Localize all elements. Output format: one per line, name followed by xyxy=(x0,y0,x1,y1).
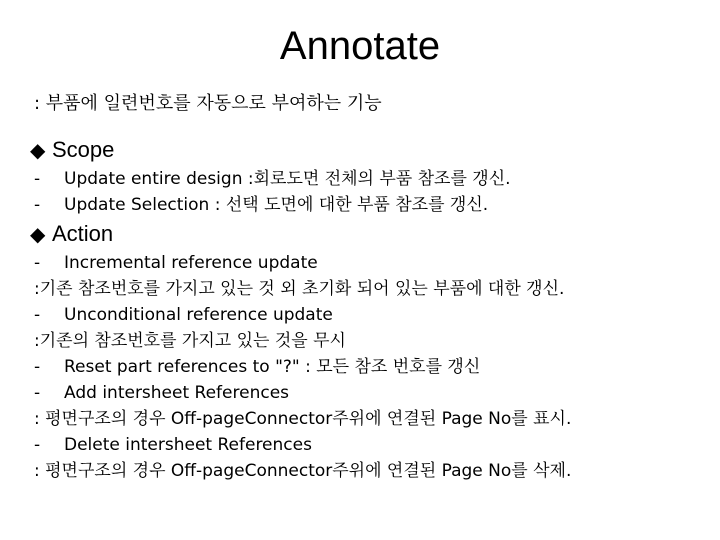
list-item-text: Delete intersheet References xyxy=(64,435,312,455)
list-item-text: : 평면구조의 경우 Off-pageConnector주위에 연결된 Page No를 표시. xyxy=(34,409,572,429)
list-item-continuation xyxy=(34,461,571,481)
list-item-text: :기존의 참조번호를 가지고 있는 것을 무시 xyxy=(34,331,346,351)
list-item xyxy=(34,383,289,403)
list-item-continuation xyxy=(34,279,564,299)
list-item-continuation xyxy=(34,409,571,429)
list-item-text: :기존 참조번호를 가지고 있는 것 외 초기화 되어 있는 부품에 대한 갱신. xyxy=(34,279,565,299)
list-item xyxy=(34,357,480,377)
list-item xyxy=(34,305,333,325)
dash-bullet: - xyxy=(34,435,41,455)
intro-text: : 부품에 일련번호를 자동으로 부여하는 기능 xyxy=(34,93,382,114)
list-item-text: : 평면구조의 경우 Off-pageConnector주위에 연결된 Page No를 삭제. xyxy=(34,461,572,481)
dash-bullet: - xyxy=(34,195,41,215)
slide-title: Annotate xyxy=(279,24,441,68)
list-item-text: Update entire design :회로도면 전체의 부품 참조를 갱신. xyxy=(64,169,511,189)
dash-bullet: - xyxy=(34,357,41,377)
section-heading-label: Scope xyxy=(52,137,115,162)
list-item xyxy=(34,195,488,215)
list-item-text: Update Selection : 선택 도면에 대한 부품 참조를 갱신. xyxy=(64,195,489,215)
dash-bullet: - xyxy=(34,305,41,325)
diamond-bullet-icon: ◆ xyxy=(30,140,46,162)
diamond-bullet-icon: ◆ xyxy=(30,224,46,246)
dash-bullet: - xyxy=(34,253,41,273)
list-item-text: Incremental reference update xyxy=(64,253,318,273)
dash-bullet: - xyxy=(34,169,41,189)
section-heading-scope xyxy=(30,137,114,164)
list-item xyxy=(34,169,511,189)
list-item xyxy=(34,253,318,273)
section-heading-action xyxy=(30,221,113,248)
list-item-text: Reset part references to "?" : 모든 참조 번호를 갱신 xyxy=(64,357,481,377)
list-item xyxy=(34,435,312,455)
section-heading-label: Action xyxy=(52,221,114,246)
list-item-text: Unconditional reference update xyxy=(64,305,333,325)
list-item-text: Add intersheet References xyxy=(64,383,290,403)
list-item-continuation xyxy=(34,331,346,351)
dash-bullet: - xyxy=(34,383,41,403)
